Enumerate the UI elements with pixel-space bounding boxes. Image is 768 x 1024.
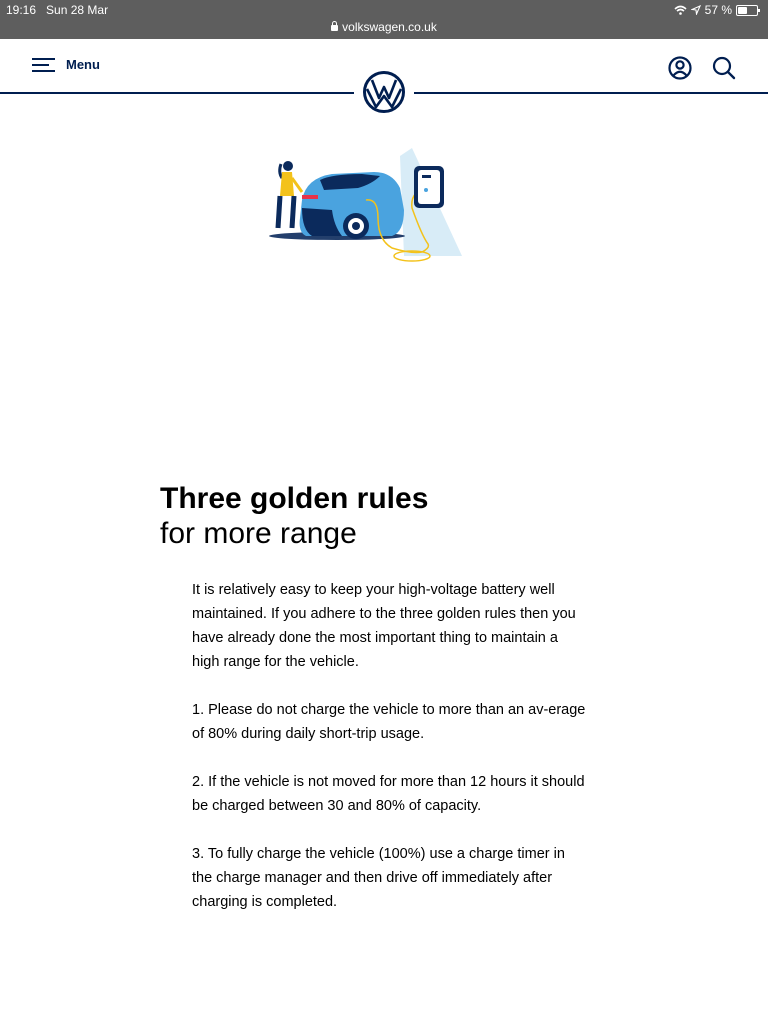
header-divider-left [0,92,354,94]
location-icon [691,5,701,15]
status-time-date [6,3,108,17]
page-subtitle: for more range [160,517,357,550]
address-bar[interactable] [0,20,768,34]
wifi-icon [674,5,687,15]
status-date: Sun 28 Mar [46,3,109,17]
rule-2-paragraph: 2. If the vehicle is not moved for more than 12 hours it should be charged between 30 and 80% of capacity. [192,774,585,814]
site-header [0,39,768,99]
status-indicators [674,3,758,17]
header-divider-right [414,92,768,94]
vw-logo[interactable] [362,70,406,114]
ev-charging-illustration [262,148,466,270]
url-text: volkswagen.co.uk [342,20,437,34]
menu-icon [32,56,55,72]
article-body [192,578,588,938]
status-time: 19:16 [6,3,37,17]
rule-3-paragraph: 3. To fully charge the vehicle (100%) use a charge timer in the charge manager and then drive off immediately after charging is completed. [192,846,565,910]
page-title: Three golden rules [160,482,429,515]
intro-paragraph: It is relatively easy to keep your high-voltage battery well maintained. If you adhere to the three golden rules then you have already done the most important thing to maintain a high range for the vehicle. [192,582,576,670]
menu-label: Menu [66,56,100,72]
battery-percent: 57 % [704,3,732,17]
battery-icon [736,5,758,16]
status-bar [0,0,768,39]
user-account-icon[interactable] [667,55,693,81]
menu-button[interactable] [32,56,100,72]
rule-1-paragraph: 1. Please do not charge the vehicle to more than an av-erage of 80% during daily short-trip usage. [192,702,586,742]
battery-fill [738,7,747,14]
lock-icon [331,25,338,31]
search-icon[interactable] [711,55,737,81]
